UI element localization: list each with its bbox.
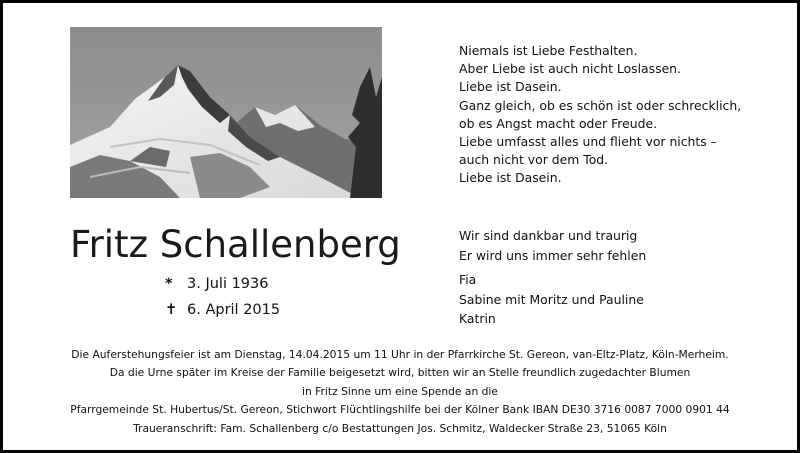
poem-line: Liebe ist Dasein. (459, 170, 562, 186)
footer-line: Die Auferstehungsfeier ist am Dienstag, 14.04.2015 um 11 Uhr in der Pfarrkirche St. Gereon, van-Eltz-Platz, Köln-Merheim. (71, 348, 729, 361)
footer-line: Traueranschrift: Fam. Schallenberg c/o Bestattungen Jos. Schmitz, Waldecker Straße 23, 51065 Köln (133, 421, 667, 435)
poem-line: ob es Angst macht oder Freude. (459, 115, 658, 131)
poem-line: Liebe ist Dasein. (459, 79, 562, 95)
poem-line: auch nicht vor dem Tod. (459, 152, 609, 168)
mourners-block (459, 226, 779, 329)
footer-line: Pfarrgemeinde St. Hubertus/St. Gereon, Stichwort Flüchtlingshilfe bei der Kölner Bank IBAN DE30 3716 0087 7000 0901 44 (70, 403, 730, 417)
footer-line: in Fritz Sinne um eine Spende an die (302, 384, 498, 398)
mountain-photo (70, 27, 382, 198)
footer-line: Da die Urne später im Kreise der Familie beigesetzt wird, bitten wir an Stelle freundlich zugedachter Blumen (109, 366, 691, 380)
mourners-intro: Wir sind dankbar und traurig (459, 228, 638, 243)
cross-icon: ✝ (165, 302, 178, 318)
mourners-intro: Er wird uns immer sehr fehlen (459, 247, 647, 263)
birth-date: 3. Juli 1936 (187, 276, 269, 292)
life-dates (165, 271, 365, 323)
poem-line: Ganz gleich, ob es schön ist oder schrecklich, (459, 97, 742, 113)
footer-text (4, 346, 796, 438)
mourner-name: Fia (459, 272, 477, 287)
mourner-name: Katrin (459, 311, 496, 326)
death-row (165, 297, 365, 323)
birth-star-icon: * (165, 276, 173, 292)
poem-line: Niemals ist Liebe Festhalten. (459, 43, 638, 58)
death-date: 6. April 2015 (187, 302, 281, 318)
birth-row (165, 271, 365, 297)
poem-line: Aber Liebe ist auch nicht Loslassen. (459, 61, 681, 77)
poem-block (459, 42, 779, 188)
deceased-name: Fritz Schallenberg (70, 223, 401, 266)
mourner-name: Sabine mit Moritz und Pauline (459, 291, 644, 307)
poem-line: Liebe umfasst alles und flieht vor nichts – (459, 134, 717, 150)
